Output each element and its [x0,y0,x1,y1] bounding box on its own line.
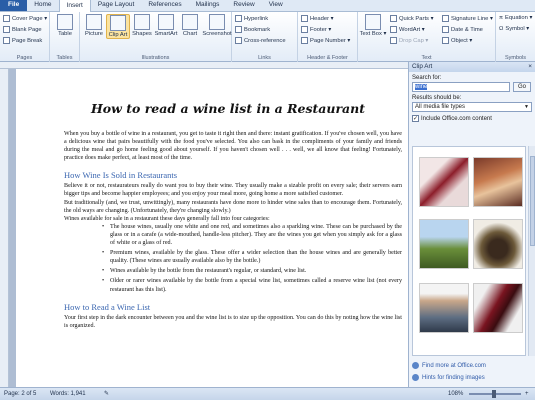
paragraph: Wines available for sale in a restaurant these days generally fall into four categories: [64,215,270,222]
tab-page-layout[interactable]: Page Layout [97,1,135,8]
ribbon-tabs [0,0,535,12]
smartart-icon [158,14,174,30]
cover-page-button[interactable]: Cover Page ▾ [3,15,47,22]
intro-paragraph: When you buy a bottle of wine in a restaurant, you get to taste it right then and there: instant gratification. If you've chosen well, you have a delicious wine that pairs beautifully with the food you've selected. You also can bask in the compliments of your family and friends during the meal and go home feeling good about yourself. If you haven't chosen well . . . well, we all know that feeling! Fortunately, practice does make perfect, at least most of the time. [64,131,402,162]
text-box-icon [365,14,381,30]
group-label-links: Links [258,55,271,61]
spelling-icon[interactable]: ✎ [104,391,110,397]
signature-line-icon [442,15,449,22]
paragraph: Your first step in the dark encounter between you and the wine list is to size up the opposition. You can do this by noting how the wine list is organized. [64,314,402,329]
list-item: • The house wines, usually one white and one red, and sometimes also a sparkling wine. These can be purchased by the glass or in a carafe (a wide-mouthed, handle-less pitcher). They are the wines you get when you simply ask for a glass of white or a glass of red. [110,223,402,247]
group-header-footer [298,12,358,62]
quick-parts-icon [390,15,397,22]
checkmark-icon: ✓ [413,116,419,122]
search-label: Search for: [412,75,442,81]
document-title: How to read a wine list in a Restaurant [91,101,365,116]
footer-icon [301,26,308,33]
status-bar [0,387,535,400]
shapes-button[interactable]: Shapes [130,14,154,37]
search-value: wine [415,84,428,90]
group-tables [50,12,80,62]
table-button[interactable]: Table [53,14,77,37]
group-label-text: Text [421,55,432,61]
bookmark-icon [235,26,242,33]
quick-parts-button[interactable]: Quick Parts ▾ [390,15,433,22]
wine-toast-image[interactable] [473,157,523,207]
tab-review[interactable]: Review [233,1,255,8]
category-list [64,223,402,294]
clip-art-button[interactable]: Clip Art [106,14,130,39]
calendar-icon [442,26,449,33]
omega-icon: Ω [499,26,504,32]
clip-art-results [412,146,526,356]
heading-how-to-read: How to Read a Wine List [64,301,151,312]
paragraph: Believe it or not, restaurateurs really do want you to buy their wine. They usually make a sizable profit on every sale; their servers earn bigger tips and become happier employees; and you enjoy your meal more, going home a more satisfied customer. [64,183,402,198]
wine-glass-pour-image[interactable] [419,157,469,207]
chevron-down-icon: ▼ [524,104,529,110]
tab-mailings[interactable]: Mailings [195,1,220,8]
bookmark-button[interactable]: Bookmark [235,26,270,33]
wordart-icon [390,26,397,33]
symbol-button[interactable]: Ω Symbol ▾ [499,26,530,32]
group-pages [0,12,50,62]
scrollbar-thumb[interactable] [530,156,535,246]
pane-title: Clip Art [412,63,433,70]
picture-button[interactable]: Picture [82,14,106,37]
help-icon [412,374,419,381]
group-label-illustrations: Illustrations [141,55,170,61]
object-icon [442,37,449,44]
clip-art-pane [408,62,535,387]
paragraph: But traditionally (and, we trust, unwittingly), many restaurants have done more to hinder wine sales than to encourage them. Fortunately, the old ways are changing. (Unfortunately, they're changing slowly.) [64,199,402,214]
tab-view[interactable]: View [268,1,283,8]
equation-button[interactable]: π Equation ▾ [499,15,533,21]
sommelier-image[interactable] [419,283,469,333]
chart-button[interactable]: Chart [178,14,202,37]
group-label-pages: Pages [16,55,33,61]
page-number-icon [301,37,308,44]
tab-references[interactable]: References [148,1,182,8]
chart-icon [182,14,198,30]
blank-page-button[interactable]: Blank Page [3,26,42,33]
page-count[interactable]: Page: 2 of 5 [4,391,37,397]
document-page[interactable] [16,69,408,387]
wine-bottle-glass-image[interactable] [473,283,523,333]
shapes-icon [134,14,150,30]
picture-icon [86,14,102,30]
pane-scrollbar[interactable] [528,146,535,356]
blank-page-icon [3,26,10,33]
zoom-slider-handle[interactable] [492,390,496,398]
list-item: • Premium wines, available by the glass. These offer a wider selection than the house wines and are generally better quality. (These wines are usually available also by the bottle.) [110,249,402,265]
group-label-header-footer: Header & Footer [307,55,348,61]
drop-cap-icon [390,37,397,44]
page-number-button[interactable]: Page Number ▾ [301,37,350,44]
vineyard-image[interactable] [419,219,469,269]
hyperlink-button[interactable]: Hyperlink [235,15,268,22]
horizontal-ruler[interactable] [0,62,408,69]
group-symbols [496,12,535,62]
date-time-button[interactable]: Date & Time [442,26,483,33]
tab-home[interactable]: Home [34,1,52,8]
pane-header [409,62,535,72]
go-button[interactable]: Go [513,82,531,92]
group-illustrations [80,12,232,62]
group-label-tables: Tables [56,55,73,61]
group-label-symbols: Symbols [504,55,527,61]
page-break-icon [3,37,10,44]
wine-bottles-image[interactable] [473,219,523,269]
list-item: • Older or rarer wines available by the bottle from a special wine list, sometimes called a reserve wine list (not every restaurant has this list). [110,277,402,293]
search-input[interactable] [412,82,510,92]
pi-icon: π [499,15,503,21]
hints-link[interactable]: Hints for finding images [412,374,485,381]
header-button[interactable]: Header ▾ [301,15,334,22]
screenshot-button[interactable]: Screenshot [202,14,232,37]
tab-insert[interactable]: Insert [59,0,91,12]
hyperlink-icon [235,15,242,22]
office-icon [412,362,419,369]
vertical-ruler[interactable] [0,69,9,387]
ribbon [0,12,535,62]
drop-cap-button[interactable]: Drop Cap ▾ [390,37,428,44]
screenshot-icon [209,14,225,30]
footer-button[interactable]: Footer ▾ [301,26,331,33]
zoom-in-icon[interactable]: + [525,391,529,397]
group-text [358,12,496,62]
page-break-button[interactable]: Page Break [3,37,42,44]
smartart-button[interactable]: SmartArt [154,14,178,37]
list-item: • Wines available by the bottle from the restaurant's regular, or standard, wine list. [110,267,402,275]
zoom-level[interactable]: 108% [448,391,464,397]
media-type-select[interactable] [412,102,532,112]
results-label: Results should be: [412,95,462,101]
media-type-value: All media file types [415,104,466,110]
heading-how-wine-sold: How Wine Is Sold in Restaurants [64,170,178,181]
tab-file[interactable]: File [0,0,27,11]
text-box-button[interactable]: Text Box ▾ [359,14,387,37]
header-icon [301,15,308,22]
cross-reference-button[interactable]: Cross-reference [235,37,286,44]
cross-reference-icon [235,37,242,44]
clip-art-icon [110,15,126,31]
signature-line-button[interactable]: Signature Line ▾ [442,15,493,22]
group-links [232,12,298,62]
include-office-checkbox[interactable] [409,112,535,125]
include-office-label: Include Office.com content [421,115,492,122]
word-count[interactable]: Words: 1,941 [50,391,86,397]
wordart-button[interactable]: WordArt ▾ [390,26,425,33]
find-more-link[interactable]: Find more at Office.com [412,362,486,369]
close-icon[interactable]: × [528,63,532,70]
cover-page-icon [3,15,10,22]
table-icon [57,14,73,30]
object-button[interactable]: Object ▾ [442,37,472,44]
